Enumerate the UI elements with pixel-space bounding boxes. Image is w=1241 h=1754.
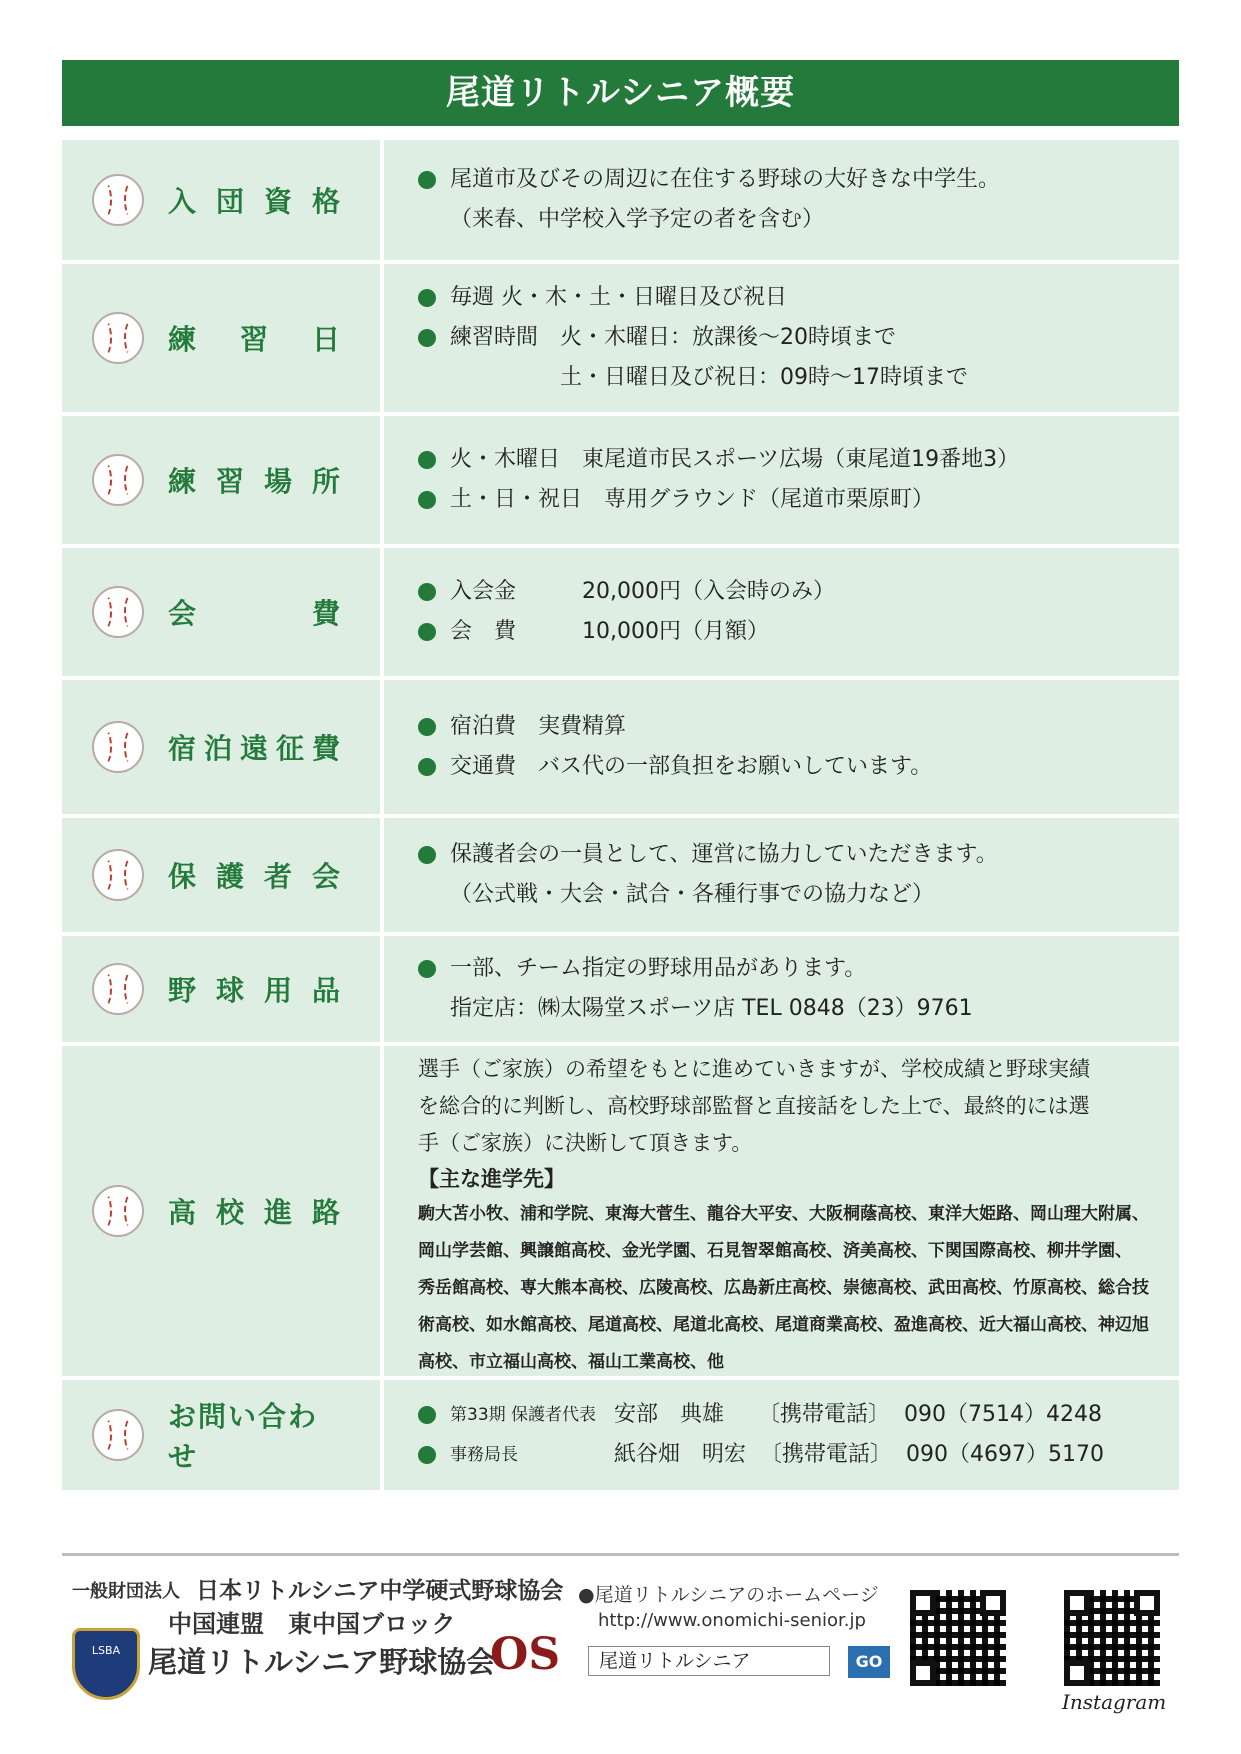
row-content <box>384 548 1179 676</box>
info-row <box>62 936 1179 1042</box>
row-label-cell <box>62 818 380 932</box>
row-content <box>384 264 1179 412</box>
schools-list-line: 岡山学芸館、興譲館高校、金光学園、石見智翠館高校、済美高校、下関国際高校、柳井学園、 <box>418 1241 1132 1261</box>
row-label: お問い合わせ <box>168 1400 319 1473</box>
row-label-char: 高 <box>168 1196 197 1229</box>
content-text: 土・日曜日及び祝日：09時～17時頃まで <box>450 365 968 390</box>
row-label-cell <box>62 140 380 260</box>
contact-tel-label: 〔携帯電話〕 <box>760 1442 893 1467</box>
row-label-char: 保 <box>168 860 197 893</box>
row-label-char: 入 <box>168 185 197 218</box>
info-row-contact <box>62 1380 1179 1490</box>
info-row <box>62 416 1179 544</box>
contact-role: 第33期 保護者代表 <box>450 1405 597 1425</box>
row-content <box>384 416 1179 544</box>
contact-name: 安部 典雄 <box>614 1402 725 1427</box>
info-row <box>62 680 1179 814</box>
row-label-char: 練 <box>168 465 197 498</box>
content-text: 指定店：㈱太陽堂スポーツ店 TEL 0848（23）9761 <box>450 996 973 1021</box>
content-text: 火・木曜日 東尾道市民スポーツ広場（東尾道19番地3） <box>450 447 1020 472</box>
bullet-icon <box>418 960 436 978</box>
content-text: 尾道市及びその周辺に在住する野球の大好きな中学生。 <box>450 167 1001 192</box>
content-line <box>418 989 1151 1029</box>
bullet-icon <box>418 846 436 864</box>
row-label-cell <box>62 1380 380 1490</box>
baseball-icon <box>92 1185 144 1237</box>
row-label-char: 所 <box>311 465 340 498</box>
baseball-icon <box>92 586 144 638</box>
row-label-char: 費 <box>311 732 340 765</box>
row-content <box>384 1046 1179 1376</box>
row-label-char: 会 <box>311 860 340 893</box>
lsba-logo <box>72 1628 140 1700</box>
row-label-char: 練 <box>168 323 197 356</box>
row-label <box>168 969 340 1009</box>
row-label <box>168 318 340 358</box>
content-line <box>418 747 1151 787</box>
row-content <box>384 1380 1179 1490</box>
content-line <box>418 875 1151 915</box>
baseball-icon <box>92 721 144 773</box>
row-label-cell <box>62 548 380 676</box>
row-label-char: 者 <box>263 860 292 893</box>
league-name: 中国連盟 東中国ブロック <box>168 1610 456 1638</box>
bullet-icon <box>418 623 436 641</box>
overview-table <box>62 140 1179 1494</box>
content-text: 毎週 火・木・土・日曜日及び祝日 <box>450 285 787 310</box>
bullet-icon <box>418 289 436 307</box>
club-name: 尾道リトルシニア野球協会 <box>148 1645 496 1679</box>
row-label-char: 習 <box>239 323 268 356</box>
instagram-qr-code <box>1064 1590 1160 1686</box>
schools-list-line: 秀岳館高校、専大熊本高校、広陵高校、広島新庄高校、崇徳高校、武田高校、竹原高校、総合技 <box>418 1278 1149 1298</box>
content-line <box>418 480 1151 520</box>
content-text: 会 費 10,000円（月額） <box>450 619 769 644</box>
row-label-char: 征 <box>275 732 304 765</box>
baseball-icon <box>92 849 144 901</box>
homepage-qr-code <box>910 1590 1006 1686</box>
row-label-char: 団 <box>215 185 244 218</box>
row-label <box>168 180 340 220</box>
bullet-icon <box>418 583 436 601</box>
content-line <box>418 612 1151 652</box>
row-label <box>168 460 340 500</box>
baseball-icon <box>92 963 144 1015</box>
baseball-icon <box>92 454 144 506</box>
content-text: 保護者会の一員として、運営に協力していただきます。 <box>450 842 998 867</box>
homepage-label: ●尾道リトルシニアのホームページ <box>578 1584 879 1606</box>
row-label-char: 野 <box>168 974 197 1007</box>
row-label-cell <box>62 416 380 544</box>
bullet-icon <box>418 1446 436 1464</box>
schools-heading: 【主な進学先】 <box>418 1167 565 1191</box>
row-label <box>168 1191 340 1231</box>
row-content <box>384 818 1179 932</box>
content-line <box>418 707 1151 747</box>
schools-list-line: 駒大苫小牧、浦和学院、東海大菅生、龍谷大平安、大阪桐蔭高校、東洋大姫路、岡山理大附属、 <box>418 1204 1149 1224</box>
content-line <box>418 440 1151 480</box>
content-line <box>418 318 1151 358</box>
page-title: 尾道リトルシニア概要 <box>62 60 1179 126</box>
schools-list-line: 高校、市立福山高校、福山工業高校、他 <box>418 1352 724 1372</box>
info-row <box>62 264 1179 412</box>
instagram-label: Instagram <box>1062 1690 1167 1714</box>
contact-tel-label: 〔携帯電話〕 <box>758 1402 891 1427</box>
row-label-char: 泊 <box>203 732 232 765</box>
row-label-cell <box>62 680 380 814</box>
row-label <box>168 727 340 767</box>
row-label-cell <box>62 1046 380 1376</box>
contact-name: 紙谷畑 明宏 <box>614 1442 747 1467</box>
content-text: 交通費 バス代の一部負担をお願いしています。 <box>450 754 933 779</box>
policy-text: 手（ご家族）に決断して頂きます。 <box>418 1131 753 1155</box>
contact-tel[interactable]: 090（4697）5170 <box>906 1442 1104 1467</box>
row-label-char: 路 <box>311 1196 340 1229</box>
row-content <box>384 140 1179 260</box>
row-label-char: 遠 <box>239 732 268 765</box>
row-label-char: 護 <box>215 860 244 893</box>
contact-tel[interactable]: 090（7514）4248 <box>904 1402 1102 1427</box>
content-text: （来春、中学校入学予定の者を含む） <box>450 207 825 232</box>
content-text: 土・日・祝日 専用グラウンド（尾道市栗原町） <box>450 487 935 512</box>
row-label-char: 日 <box>311 323 340 356</box>
row-label-char: 校 <box>215 1196 244 1229</box>
content-text: 宿泊費 実費精算 <box>450 714 627 739</box>
baseball-icon <box>92 312 144 364</box>
baseball-icon <box>92 174 144 226</box>
row-label-char: 場 <box>263 465 292 498</box>
search-input[interactable]: 尾道リトルシニア <box>588 1646 830 1676</box>
policy-text: 選手（ご家族）の希望をもとに進めていきますが、学校成績と野球実績 <box>418 1057 1090 1081</box>
content-line <box>418 358 1151 398</box>
bullet-icon <box>418 491 436 509</box>
content-line <box>418 200 1151 240</box>
row-label-cell <box>62 936 380 1042</box>
content-text: 練習時間 火・木曜日：放課後～20時頃まで <box>450 325 896 350</box>
content-line <box>418 949 1151 989</box>
content-text: 入会金 20,000円（入会時のみ） <box>450 579 835 604</box>
homepage-url[interactable]: http://www.onomichi-senior.jp <box>598 1610 866 1631</box>
bullet-icon <box>418 718 436 736</box>
row-label-char: 品 <box>311 974 340 1007</box>
row-label <box>168 592 340 632</box>
content-line <box>418 160 1151 200</box>
row-label-char: 資 <box>263 185 292 218</box>
row-label-char: 進 <box>263 1196 292 1229</box>
info-row <box>62 818 1179 932</box>
lsba-logo-text: LSBA <box>91 1644 121 1657</box>
row-content <box>384 936 1179 1042</box>
bullet-icon <box>418 329 436 347</box>
row-content <box>384 680 1179 814</box>
go-button[interactable]: GO <box>848 1646 890 1678</box>
row-label <box>168 855 340 895</box>
row-label-char: 球 <box>215 974 244 1007</box>
contact-line <box>418 1395 1151 1435</box>
content-line <box>418 278 1151 318</box>
bullet-icon <box>418 171 436 189</box>
row-label-char: 費 <box>311 597 340 630</box>
bullet-icon <box>418 1406 436 1424</box>
os-logo: OS <box>490 1629 561 1680</box>
row-label-char: 格 <box>311 185 340 218</box>
content-line <box>418 835 1151 875</box>
row-label-cell <box>62 264 380 412</box>
contact-role: 事務局長 <box>450 1445 518 1465</box>
policy-text: を総合的に判断し、高校野球部監督と直接話をした上で、最終的には選 <box>418 1094 1090 1118</box>
row-label-char: 宿 <box>168 732 197 765</box>
contact-line <box>418 1435 1151 1475</box>
footer-divider <box>62 1553 1179 1556</box>
info-row <box>62 140 1179 260</box>
info-row <box>62 548 1179 676</box>
info-row-high-school <box>62 1046 1179 1376</box>
row-label-char: 習 <box>215 465 244 498</box>
bullet-icon <box>418 451 436 469</box>
content-text: 一部、チーム指定の野球用品があります。 <box>450 956 867 981</box>
content-line <box>418 572 1151 612</box>
row-label-char: 用 <box>263 974 292 1007</box>
org-prefix: 一般財団法人 <box>72 1581 180 1602</box>
content-text: （公式戦・大会・試合・各種行事での協力など） <box>450 882 935 907</box>
schools-list-line: 術高校、如水館高校、尾道高校、尾道北高校、尾道商業高校、盈進高校、近大福山高校、神辺旭 <box>418 1315 1149 1335</box>
baseball-icon <box>92 1409 144 1461</box>
bullet-icon <box>418 758 436 776</box>
org-name: 日本リトルシニア中学硬式野球協会 <box>196 1578 564 1604</box>
row-label-char: 会 <box>168 597 197 630</box>
